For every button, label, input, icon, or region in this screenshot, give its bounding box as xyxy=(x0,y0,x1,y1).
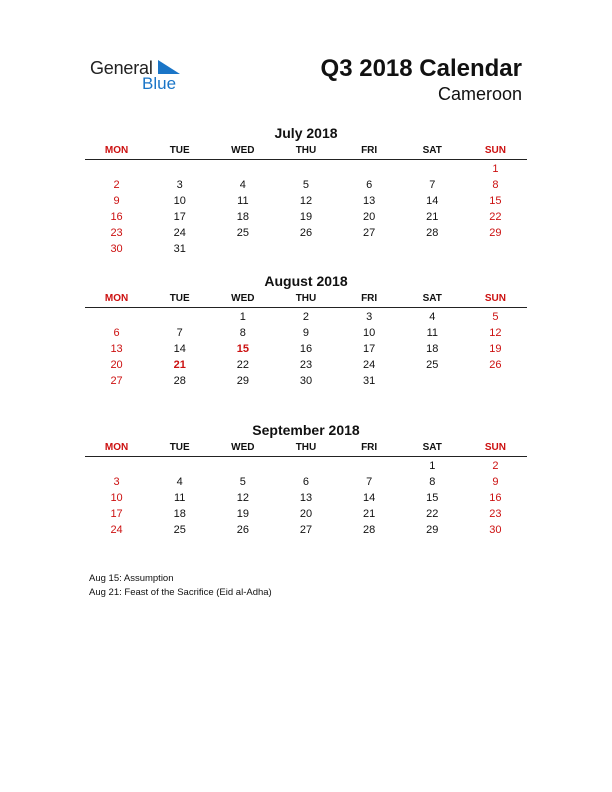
weekday-header xyxy=(85,439,527,457)
empty-day-cell xyxy=(464,373,527,389)
day-cell: 31 xyxy=(173,243,186,255)
day-cell: 18 xyxy=(173,508,186,520)
empty-day-cell xyxy=(85,458,148,474)
day-cell: 11 xyxy=(174,492,186,504)
day-cell: 9 xyxy=(113,195,120,207)
weekday-sat: SAT xyxy=(422,293,442,304)
day-cell: 28 xyxy=(363,524,376,536)
day-cell: 2 xyxy=(302,311,310,323)
weekday-sun: SUN xyxy=(484,293,506,304)
day-cell: 3 xyxy=(366,311,373,323)
month-september xyxy=(85,421,527,538)
logo-general-text: General xyxy=(90,58,153,78)
empty-day-cell xyxy=(148,161,211,177)
day-cell: 12 xyxy=(236,492,249,504)
weekday-tue: TUE xyxy=(169,145,190,156)
month-title: September 2018 xyxy=(252,422,360,438)
weekday-mon: MON xyxy=(104,442,129,453)
empty-day-cell xyxy=(401,373,464,389)
day-cell: 12 xyxy=(299,195,313,207)
day-cell: 11 xyxy=(237,195,249,207)
weekday-tue: TUE xyxy=(169,442,190,453)
weekday-header xyxy=(85,290,527,308)
day-cell: 23 xyxy=(489,508,502,520)
weekday-wed: WED xyxy=(231,145,255,156)
day-cell: 1 xyxy=(492,163,499,175)
month-august xyxy=(85,272,527,389)
day-cell: 20 xyxy=(299,508,313,520)
day-cell: 4 xyxy=(239,179,246,191)
empty-day-cell xyxy=(211,161,274,177)
day-cell: 24 xyxy=(173,227,186,239)
day-cell: 5 xyxy=(492,311,499,323)
logo-triangle-icon xyxy=(158,60,180,74)
day-cell: 30 xyxy=(110,243,123,255)
holiday-notes xyxy=(89,572,272,600)
day-cell: 19 xyxy=(299,211,313,223)
page-title: Q3 2018 Calendar xyxy=(320,55,522,82)
day-cell: 19 xyxy=(489,343,502,355)
day-cell: 10 xyxy=(173,195,186,207)
day-cell: 6 xyxy=(366,179,373,191)
month-title: July 2018 xyxy=(274,125,338,141)
day-cell: 20 xyxy=(363,211,376,223)
weekday-sun: SUN xyxy=(484,442,506,453)
day-cell: 29 xyxy=(426,524,439,536)
empty-day-cell xyxy=(464,241,527,257)
day-cell: 26 xyxy=(236,524,249,536)
day-cell: 28 xyxy=(426,227,439,239)
day-cell: 9 xyxy=(492,476,499,488)
day-cell: 29 xyxy=(236,375,249,387)
day-cell: 27 xyxy=(110,375,123,387)
day-cell: 17 xyxy=(363,343,376,355)
day-cell: 14 xyxy=(173,343,186,355)
day-cell: 30 xyxy=(489,524,502,536)
day-cell: 13 xyxy=(299,492,313,504)
day-cell: 21 xyxy=(426,211,439,223)
day-cell: 6 xyxy=(113,327,120,339)
month-days xyxy=(85,457,527,538)
day-cell: 17 xyxy=(110,508,123,520)
day-cell: 25 xyxy=(426,359,439,371)
day-cell: 15 xyxy=(236,343,249,355)
day-cell: 17 xyxy=(173,211,186,223)
weekday-thu: THU xyxy=(295,442,317,453)
weekday-fri: FRI xyxy=(361,145,378,156)
day-cell: 4 xyxy=(429,311,436,323)
day-cell: 28 xyxy=(173,375,186,387)
day-cell: 13 xyxy=(110,343,123,355)
empty-day-cell xyxy=(338,458,401,474)
weekday-thu: THU xyxy=(295,293,317,304)
day-cell: 6 xyxy=(302,476,310,488)
day-cell: 11 xyxy=(426,327,438,339)
holiday-note: Aug 15: Assumption xyxy=(89,573,174,584)
day-cell: 8 xyxy=(239,327,246,339)
day-cell: 13 xyxy=(363,195,376,207)
day-cell: 7 xyxy=(176,327,183,339)
empty-day-cell xyxy=(211,241,274,257)
day-cell: 16 xyxy=(110,211,123,223)
empty-day-cell xyxy=(338,241,401,257)
day-cell: 24 xyxy=(110,524,123,536)
day-cell: 26 xyxy=(299,227,313,239)
day-cell: 30 xyxy=(299,375,313,387)
weekday-mon: MON xyxy=(104,293,129,304)
weekday-tue: TUE xyxy=(169,293,190,304)
day-cell: 23 xyxy=(299,359,313,371)
day-cell: 16 xyxy=(489,492,502,504)
day-cell: 24 xyxy=(363,359,376,371)
day-cell: 10 xyxy=(110,492,123,504)
empty-day-cell xyxy=(148,458,211,474)
month-days xyxy=(85,308,527,389)
day-cell: 2 xyxy=(492,460,499,472)
day-cell: 16 xyxy=(299,343,313,355)
day-cell: 12 xyxy=(489,327,502,339)
weekday-sun: SUN xyxy=(484,145,506,156)
weekday-sat: SAT xyxy=(422,145,442,156)
day-cell: 14 xyxy=(426,195,439,207)
day-cell: 29 xyxy=(489,227,502,239)
empty-day-cell xyxy=(338,161,401,177)
empty-day-cell xyxy=(274,161,337,177)
day-cell: 15 xyxy=(489,195,502,207)
logo-blue-text: Blue xyxy=(142,74,177,93)
empty-day-cell xyxy=(85,309,148,325)
day-cell: 27 xyxy=(363,227,376,239)
month-title: August 2018 xyxy=(264,273,348,289)
empty-day-cell xyxy=(401,241,464,257)
day-cell: 19 xyxy=(236,508,249,520)
day-cell: 1 xyxy=(239,311,246,323)
day-cell: 1 xyxy=(429,460,436,472)
day-cell: 23 xyxy=(110,227,123,239)
empty-day-cell xyxy=(401,161,464,177)
day-cell: 21 xyxy=(173,359,186,371)
day-cell: 22 xyxy=(489,211,502,223)
empty-day-cell xyxy=(148,309,211,325)
day-cell: 18 xyxy=(426,343,439,355)
empty-day-cell xyxy=(85,161,148,177)
empty-day-cell xyxy=(274,241,337,257)
day-cell: 7 xyxy=(366,476,373,488)
day-cell: 15 xyxy=(426,492,439,504)
weekday-wed: WED xyxy=(231,442,255,453)
month-days xyxy=(85,160,527,257)
day-cell: 25 xyxy=(236,227,249,239)
day-cell: 9 xyxy=(302,327,310,339)
weekday-header xyxy=(85,142,527,160)
weekday-thu: THU xyxy=(295,145,317,156)
day-cell: 5 xyxy=(239,476,246,488)
holiday-note: Aug 21: Feast of the Sacrifice (Eid al-Adha) xyxy=(89,587,272,598)
day-cell: 20 xyxy=(110,359,123,371)
country-subtitle: Cameroon xyxy=(437,84,522,104)
generalblue-logo xyxy=(90,56,200,92)
day-cell: 31 xyxy=(363,375,376,387)
day-cell: 25 xyxy=(173,524,186,536)
weekday-fri: FRI xyxy=(361,293,378,304)
empty-day-cell xyxy=(274,458,337,474)
month-july xyxy=(85,124,527,257)
weekday-wed: WED xyxy=(231,293,255,304)
day-cell: 3 xyxy=(113,476,120,488)
day-cell: 2 xyxy=(113,179,120,191)
weekday-sat: SAT xyxy=(422,442,442,453)
day-cell: 18 xyxy=(236,211,249,223)
day-cell: 22 xyxy=(426,508,439,520)
day-cell: 22 xyxy=(236,359,249,371)
day-cell: 21 xyxy=(363,508,376,520)
day-cell: 26 xyxy=(489,359,502,371)
day-cell: 8 xyxy=(492,179,499,191)
day-cell: 8 xyxy=(429,476,436,488)
day-cell: 3 xyxy=(176,179,183,191)
day-cell: 27 xyxy=(299,524,313,536)
weekday-fri: FRI xyxy=(361,442,378,453)
day-cell: 5 xyxy=(302,179,310,191)
day-cell: 10 xyxy=(363,327,376,339)
empty-day-cell xyxy=(211,458,274,474)
weekday-mon: MON xyxy=(104,145,129,156)
day-cell: 4 xyxy=(176,476,183,488)
day-cell: 7 xyxy=(429,179,436,191)
day-cell: 14 xyxy=(363,492,376,504)
